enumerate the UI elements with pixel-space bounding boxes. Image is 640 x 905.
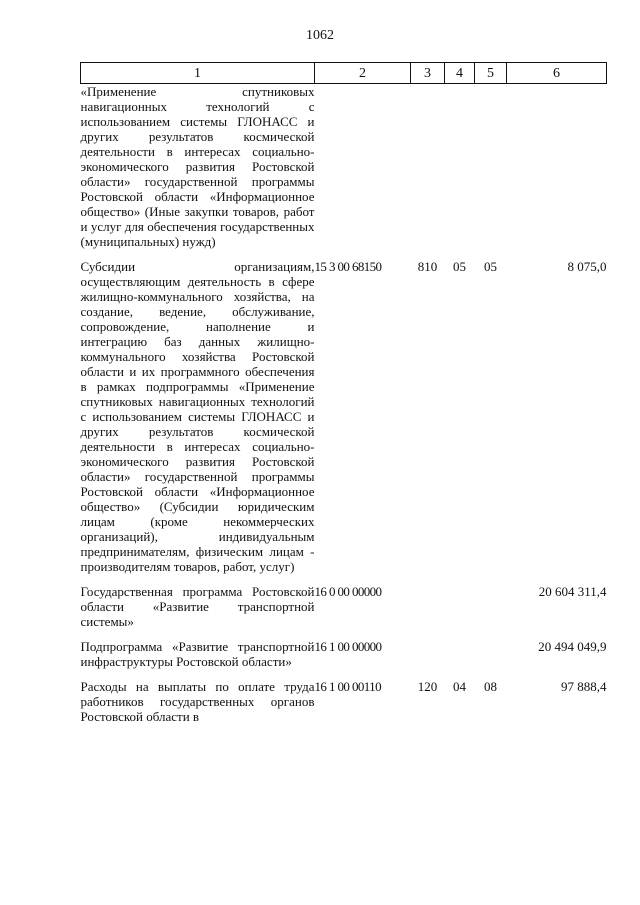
row-col-5	[475, 84, 507, 260]
row-col-4: 04	[453, 679, 466, 694]
row-amount: 8 075,0	[567, 259, 607, 274]
row-col-3	[411, 584, 445, 639]
table-row	[81, 84, 607, 260]
row-code: 16 0 00 00000	[314, 584, 382, 599]
row-code: 15 3 00 68150	[314, 259, 382, 274]
header-col-3: 3	[411, 63, 445, 84]
row-col-4: 05	[453, 259, 466, 274]
row-description: Государственная программа Ростовской области «Развитие транспортной системы»	[80, 584, 315, 629]
row-amount	[507, 84, 607, 260]
row-description: Субсидии организациям, осуществляющим деятельность в сфере жилищно-коммунального хозяйства, на создание, ведение, обслуживание, сопровождение, наполнение и интеграцию баз данных жилищно-коммунального хозяйства Ростовской области и их программного обеспечения в рамках подпрограммы «Применение спутниковых навигационных технологий с использованием системы ГЛОНАСС и других результатов космической деятельности в интересах социально-экономического развития Ростовской области» государственной программы Ростовской области «Информационное общество» (Субсидии юридическим лицам (кроме некоммерческих организаций), индивидуальным предпринимателям, физическим лицам - производителям товаров, работ, услуг)	[80, 259, 315, 574]
row-col-5: 08	[484, 679, 497, 694]
row-col-4	[445, 84, 475, 260]
row-amount: 20 604 311,4	[538, 584, 607, 599]
row-col-5: 05	[484, 259, 497, 274]
row-col-4	[445, 639, 475, 679]
row-col-4	[445, 584, 475, 639]
header-col-4: 4	[445, 63, 475, 84]
table-row	[81, 639, 607, 679]
row-col-3	[411, 84, 445, 260]
row-col-3: 120	[417, 679, 438, 694]
row-code: 16 1 00 00000	[314, 639, 382, 654]
row-amount: 97 888,4	[561, 679, 607, 694]
row-amount: 20 494 049,9	[538, 639, 607, 654]
header-col-1: 1	[81, 63, 315, 84]
row-col-5	[475, 584, 507, 639]
row-description: Расходы на выплаты по оплате труда работников государственных органов Ростовской области в	[80, 679, 315, 724]
header-row	[81, 63, 607, 84]
row-description: Подпрограмма «Развитие транспортной инфраструктуры Ростовской области»	[80, 639, 315, 669]
row-description: «Применение спутниковых навигационных технологий с использованием системы ГЛОНАСС и других результатов космической деятельности в интересах социально-экономического развития Ростовской области» государственной программы Ростовской области «Информационное общество» (Иные закупки товаров, работ и услуг для обеспечения государственных (муниципальных) нужд)	[80, 84, 315, 249]
row-col-3	[411, 639, 445, 679]
row-code	[315, 84, 411, 260]
budget-table	[80, 62, 607, 724]
row-col-3: 810	[417, 259, 438, 274]
table-row	[81, 679, 607, 724]
header-col-2: 2	[315, 63, 411, 84]
row-code: 16 1 00 00110	[314, 679, 381, 694]
table-row	[81, 259, 607, 584]
row-col-5	[475, 639, 507, 679]
page-number: 1062	[306, 28, 334, 43]
header-col-5: 5	[475, 63, 507, 84]
table-row	[81, 584, 607, 639]
header-col-6: 6	[507, 63, 607, 84]
